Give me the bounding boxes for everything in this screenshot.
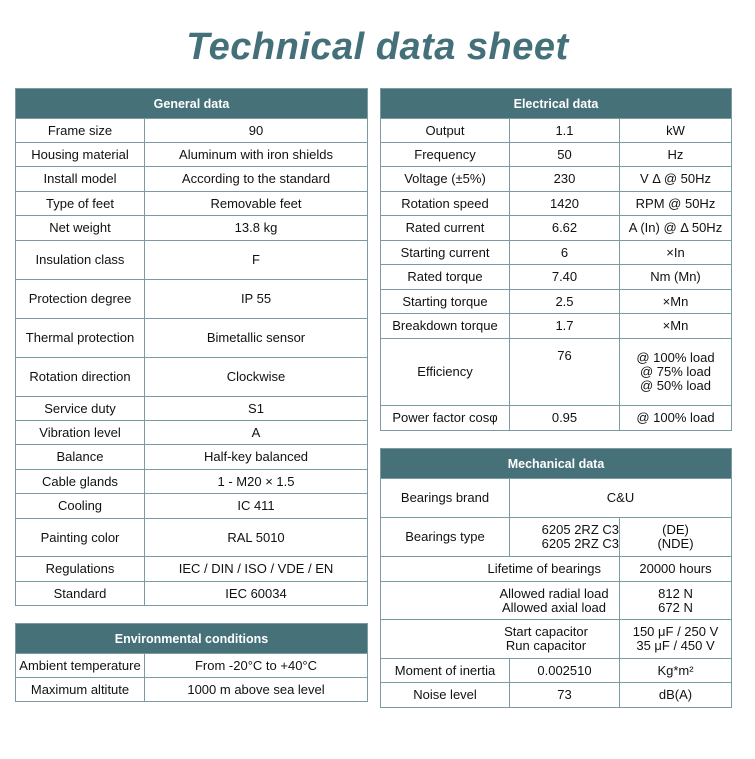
mechanical-data-table xyxy=(380,448,732,708)
row-value: IEC / DIN / ISO / VDE / EN xyxy=(145,557,368,582)
row-label: Starting torque xyxy=(381,290,510,314)
noise-unit: dB(A) xyxy=(620,683,732,708)
row-value: 50 xyxy=(510,143,620,167)
row-label: Net weight xyxy=(16,216,145,241)
efficiency-unit-50: @ 50% load xyxy=(639,378,712,393)
row-value: From -20°C to +40°C xyxy=(145,654,368,678)
row-label: Cable glands xyxy=(16,470,145,494)
radial-load-label: Allowed radial load xyxy=(499,585,609,601)
noise-label: Noise level xyxy=(381,683,510,708)
row-label: Type of feet xyxy=(16,192,145,216)
row-label: Regulations xyxy=(16,557,145,582)
row-value: 1.7 xyxy=(510,314,620,339)
row-value: IEC 60034 xyxy=(145,582,368,606)
radial-load-value: 812 N xyxy=(658,585,693,601)
run-capacitor-value: 35 μF / 450 V xyxy=(636,638,715,653)
row-label: Output xyxy=(381,119,510,143)
row-value: 1420 xyxy=(510,192,620,216)
electrical-data-header: Electrical data xyxy=(381,89,732,119)
start-capacitor-label: Start capacitor xyxy=(504,624,588,639)
mechanical-data-header: Mechanical data xyxy=(381,449,732,479)
row-value: Removable feet xyxy=(145,192,368,216)
efficiency-value: 76 xyxy=(510,339,620,406)
row-label: Rotation direction xyxy=(16,358,145,397)
row-value: 1 - M20 × 1.5 xyxy=(145,470,368,494)
capacitor-values xyxy=(620,620,732,659)
start-capacitor-value: 150 μF / 250 V xyxy=(632,624,719,639)
general-data-header: General data xyxy=(16,89,368,119)
row-value: 6.62 xyxy=(510,216,620,241)
row-value: Clockwise xyxy=(145,358,368,397)
power-factor-unit: @ 100% load xyxy=(620,406,732,431)
row-value: IC 411 xyxy=(145,494,368,519)
row-label: Install model xyxy=(16,167,145,192)
bearings-brand-value: C&U xyxy=(510,479,732,518)
efficiency-label: Efficiency xyxy=(381,339,510,406)
bearing-de-position: (DE) xyxy=(662,522,689,537)
row-label: Standard xyxy=(16,582,145,606)
row-unit: ×Mn xyxy=(620,314,732,339)
bearings-type-values xyxy=(510,518,620,557)
row-label: Protection degree xyxy=(16,280,145,319)
row-label: Thermal protection xyxy=(16,319,145,358)
loads-labels xyxy=(381,582,620,620)
power-factor-value: 0.95 xyxy=(510,406,620,431)
row-label: Voltage (±5%) xyxy=(381,167,510,192)
bearing-de-type: 6205 2RZ C3 xyxy=(541,522,619,537)
row-unit: V Δ @ 50Hz xyxy=(620,167,732,192)
row-value: 7.40 xyxy=(510,265,620,290)
row-label: Frequency xyxy=(381,143,510,167)
row-label: Cooling xyxy=(16,494,145,519)
axial-load-label: Allowed axial load xyxy=(501,599,607,615)
bearings-brand-label: Bearings brand xyxy=(381,479,510,518)
row-value: According to the standard xyxy=(145,167,368,192)
row-value: 1.1 xyxy=(510,119,620,143)
power-factor-label: Power factor cosφ xyxy=(381,406,510,431)
bearings-lifetime-value: 20000 hours xyxy=(620,557,732,582)
row-value: A xyxy=(145,421,368,445)
inertia-unit: Kg*m² xyxy=(620,659,732,683)
row-label: Vibration level xyxy=(16,421,145,445)
inertia-label: Moment of inertia xyxy=(381,659,510,683)
bearings-type-positions xyxy=(620,518,732,557)
row-unit: ×Mn xyxy=(620,290,732,314)
row-value: Aluminum with iron shields xyxy=(145,143,368,167)
row-value: 90 xyxy=(145,119,368,143)
row-unit: A (In) @ Δ 50Hz xyxy=(620,216,732,241)
row-unit: Hz xyxy=(620,143,732,167)
row-unit: kW xyxy=(620,119,732,143)
bearing-nde-position: (NDE) xyxy=(657,536,694,551)
row-label: Painting color xyxy=(16,519,145,557)
row-label: Breakdown torque xyxy=(381,314,510,339)
axial-load-value: 672 N xyxy=(658,599,693,615)
noise-value: 73 xyxy=(510,683,620,708)
row-unit: ×In xyxy=(620,241,732,265)
row-value: S1 xyxy=(145,397,368,421)
row-label: Rotation speed xyxy=(381,192,510,216)
row-label: Maximum altitute xyxy=(16,678,145,702)
environmental-conditions-table xyxy=(15,623,368,702)
electrical-data-table xyxy=(380,88,732,431)
capacitor-labels xyxy=(381,620,620,659)
row-label: Starting current xyxy=(381,241,510,265)
row-label: Insulation class xyxy=(16,241,145,280)
inertia-value: 0.002510 xyxy=(510,659,620,683)
row-value: 230 xyxy=(510,167,620,192)
row-label: Rated current xyxy=(381,216,510,241)
row-label: Rated torque xyxy=(381,265,510,290)
row-value: RAL 5010 xyxy=(145,519,368,557)
general-data-table xyxy=(15,88,368,606)
bearing-nde-type: 6205 2RZ C3 xyxy=(541,536,619,551)
row-label: Balance xyxy=(16,445,145,470)
row-value: 2.5 xyxy=(510,290,620,314)
row-unit: Nm (Mn) xyxy=(620,265,732,290)
efficiency-unit-75: @ 75% load xyxy=(639,364,712,379)
bearings-type-label: Bearings type xyxy=(381,518,510,557)
row-value: Bimetallic sensor xyxy=(145,319,368,358)
row-value: 13.8 kg xyxy=(145,216,368,241)
row-label: Service duty xyxy=(16,397,145,421)
run-capacitor-label: Run capacitor xyxy=(505,638,587,653)
bearings-lifetime-label: Lifetime of bearings xyxy=(381,557,620,582)
row-label: Housing material xyxy=(16,143,145,167)
row-label: Frame size xyxy=(16,119,145,143)
row-value: 6 xyxy=(510,241,620,265)
row-value: Half-key balanced xyxy=(145,445,368,470)
efficiency-units xyxy=(620,339,732,406)
row-value: 1000 m above sea level xyxy=(145,678,368,702)
loads-values xyxy=(620,582,732,620)
environmental-conditions-header: Environmental conditions xyxy=(16,624,368,654)
row-label: Ambient temperature xyxy=(16,654,145,678)
efficiency-unit-100: @ 100% load xyxy=(636,350,715,365)
row-unit: RPM @ 50Hz xyxy=(620,192,732,216)
row-value: F xyxy=(145,241,368,280)
page-title: Technical data sheet xyxy=(186,26,569,68)
row-value: IP 55 xyxy=(145,280,368,319)
